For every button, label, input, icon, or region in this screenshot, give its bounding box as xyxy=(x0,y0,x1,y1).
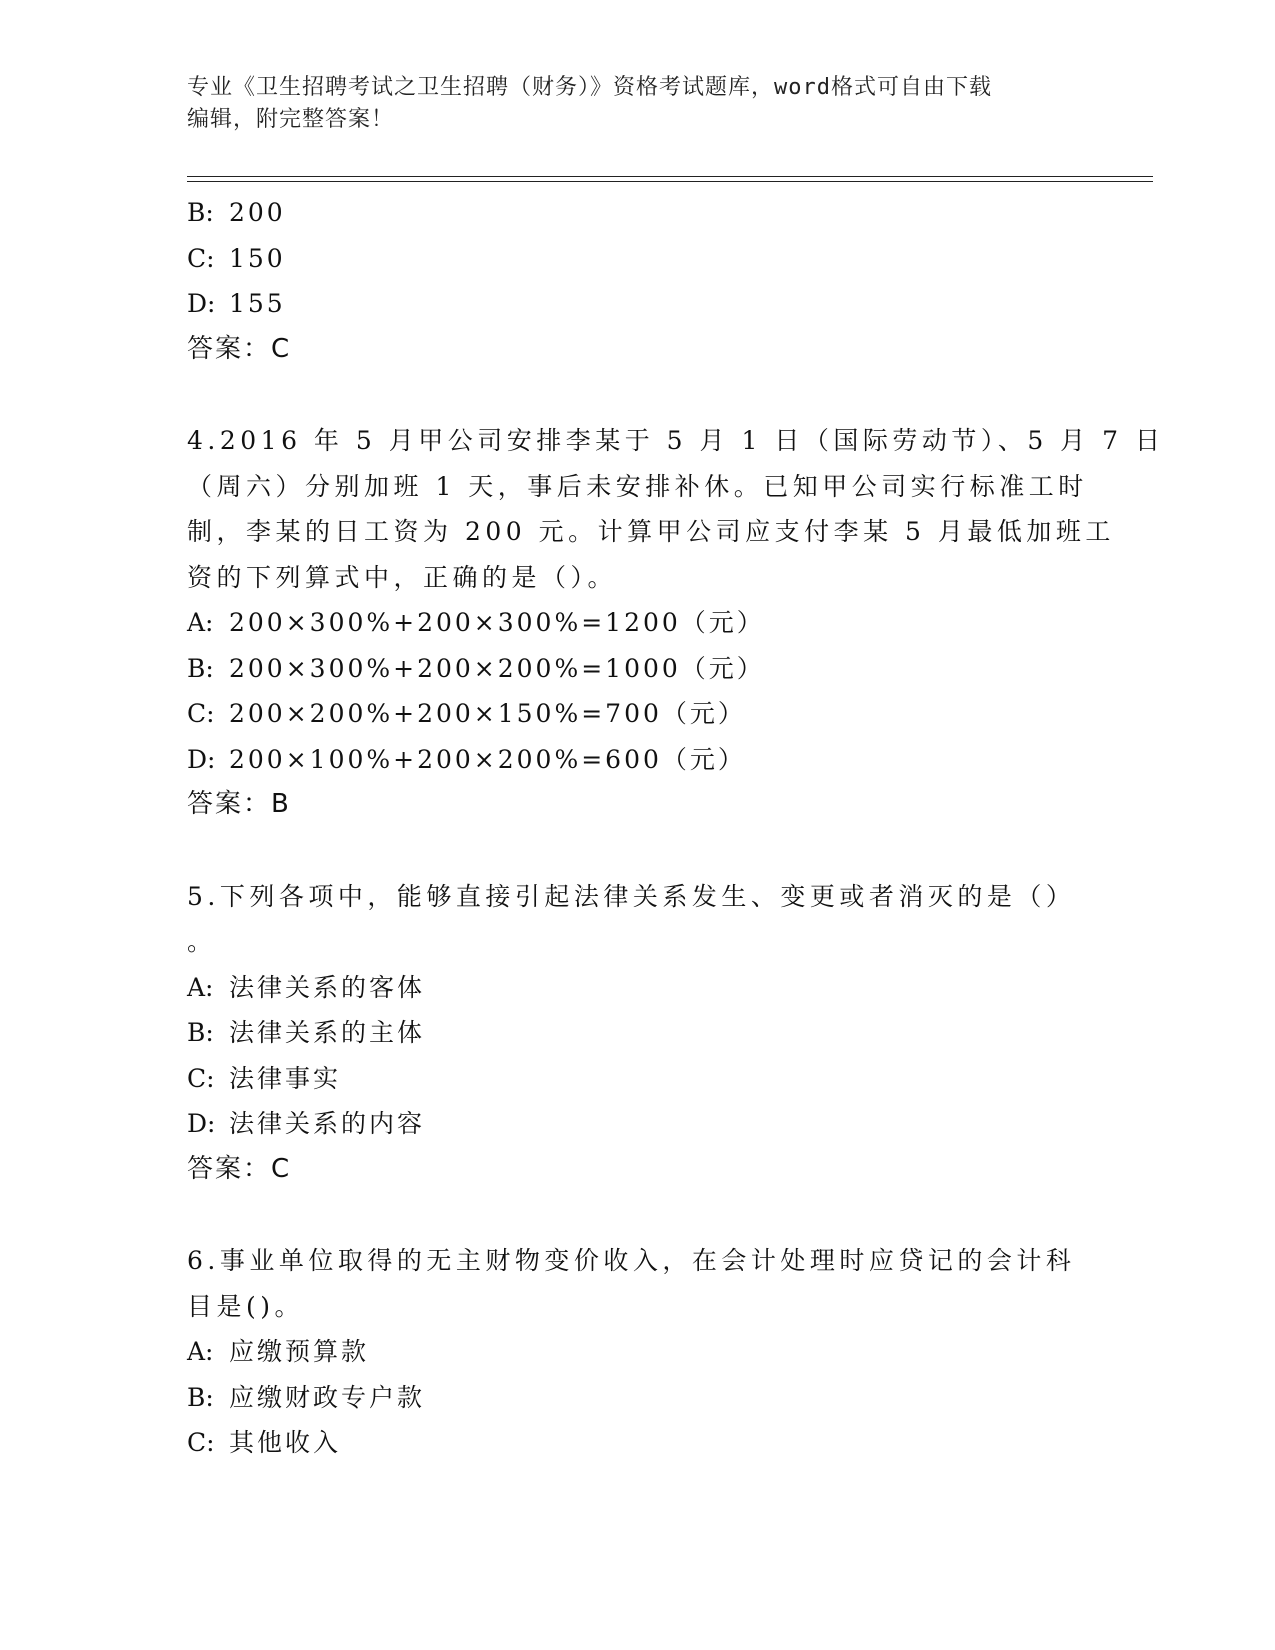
document-header xyxy=(187,72,1087,136)
option-c: C: 法律事实 xyxy=(187,1063,342,1093)
header-rule-top xyxy=(187,176,1153,177)
option-d: D: 法律关系的内容 xyxy=(187,1109,426,1138)
question-4-line-1: 4.2016 年 5 月甲公司安排李某于 5 月 1 日（国际劳动节）、5 月 7 日 xyxy=(187,426,1165,455)
question-5-line-1: 5.下列各项中，能够直接引起法律关系发生、变更或者消灭的是（） xyxy=(187,881,1076,911)
option-c: C: 其他收入 xyxy=(187,1428,342,1457)
prev-question-options xyxy=(187,190,1067,327)
option-b: B: 200×300%+200×200%=1000（元） xyxy=(187,653,765,683)
question-4-answer: 答案：B xyxy=(187,789,291,819)
option-a: A: 法律关系的客体 xyxy=(187,972,426,1002)
option-b: B: 200 xyxy=(187,198,286,227)
header-rule-bottom xyxy=(187,181,1153,182)
option-b: B: 应缴财政专户款 xyxy=(187,1382,426,1412)
prev-question-answer: 答案：C xyxy=(187,333,292,364)
spacer xyxy=(187,1192,1067,1238)
option-c: C: 200×200%+200×150%=700（元） xyxy=(187,699,746,728)
question-6-line-2: 目是()。 xyxy=(187,1291,305,1321)
question-5-line-2: 。 xyxy=(187,927,217,956)
question-4-line-2: （周六）分别加班 1 天，事后未安排补休。已知甲公司实行标准工时 xyxy=(187,471,1088,501)
question-4 xyxy=(187,418,1165,828)
header-line-1: 专业《卫生招聘考试之卫生招聘（财务）》资格考试题库，word格式可自由下载 xyxy=(187,75,992,100)
spacer xyxy=(187,828,1067,874)
option-a: A: 应缴预算款 xyxy=(187,1337,370,1366)
question-5 xyxy=(187,874,1076,1193)
option-d: D: 200×100%+200×200%=600（元） xyxy=(187,744,746,774)
question-4-line-3: 制，李某的日工资为 200 元。计算甲公司应支付李某 5 月最低加班工 xyxy=(187,517,1115,546)
option-d: D: 155 xyxy=(187,289,286,318)
option-b: B: 法律关系的主体 xyxy=(187,1018,426,1047)
spacer xyxy=(187,372,1067,418)
question-content xyxy=(187,190,1165,1466)
question-6 xyxy=(187,1238,1076,1466)
option-a: A: 200×300%+200×300%=1200（元） xyxy=(187,608,765,637)
question-5-answer: 答案：C xyxy=(187,1153,292,1184)
question-6-line-1: 6.事业单位取得的无主财物变价收入，在会计处理时应贷记的会计科 xyxy=(187,1246,1076,1275)
option-c: C: 150 xyxy=(187,243,286,273)
header-line-2: 编辑，附完整答案！ xyxy=(187,107,395,132)
question-4-line-4: 资的下列算式中，正确的是（）。 xyxy=(187,562,618,592)
